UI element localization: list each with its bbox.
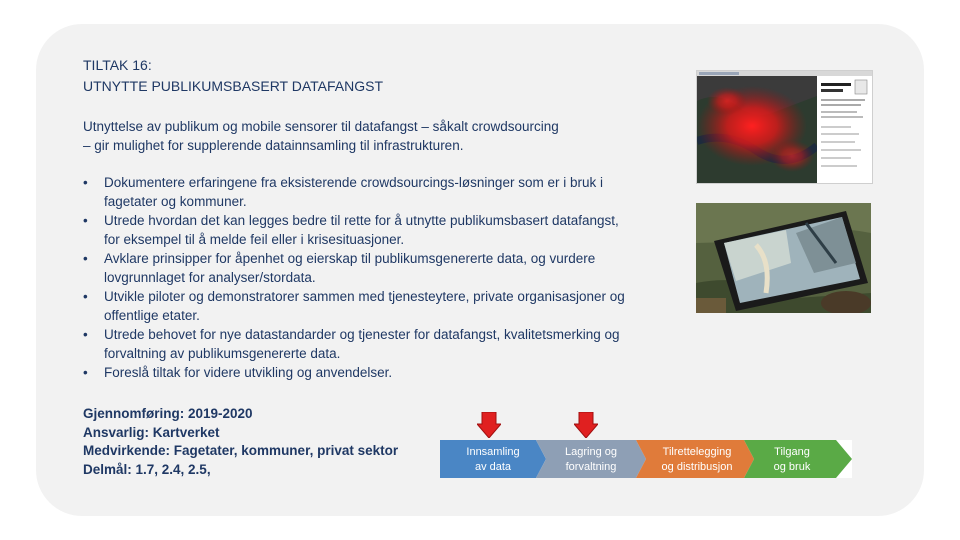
step-tilgang-line2: og bruk xyxy=(773,461,811,473)
intro-line-2: – gir mulighet for supplerende datainnsamling til infrastrukturen. xyxy=(83,138,464,153)
list-item-text: Utrede hvordan det kan legges bedre til rette for å utnytte publikumsbasert datafangst, for eksempel til å melde feil eller i krisesituasjoner. xyxy=(104,213,619,247)
slide-title xyxy=(83,55,383,97)
tablet-photo-image xyxy=(696,203,871,313)
process-step-lagring xyxy=(536,440,646,478)
step-lagring-line1: Lagring og xyxy=(565,446,617,458)
list-item-text: Avklare prinsipper for åpenhet og eierskap til publikumsgenererte data, og vurdere lovgrunnlaget for analyser/stordata. xyxy=(104,251,596,285)
medvirkende-label: Medvirkende: Fagetater, kommuner, privat sektor xyxy=(83,443,399,458)
list-item-text: Dokumentere erfaringene fra eksisterende crowdsourcings-løsninger som er i bruk i fagetater og kommuner. xyxy=(104,175,603,209)
step-innsamling-line2: av data xyxy=(474,461,512,473)
map-screenshot-image xyxy=(696,70,873,184)
ansvarlig-label: Ansvarlig: Kartverket xyxy=(83,424,220,440)
map-heat-icon xyxy=(697,71,872,183)
bullet-icon: • xyxy=(83,213,88,228)
marker-arrow-innsamling-icon xyxy=(477,412,501,438)
title-line-2: UTNYTTE PUBLIKUMSBASERT DATAFANGST xyxy=(83,78,384,94)
process-step-tilgang xyxy=(744,440,852,478)
step-tilgang-line1: Tilgang xyxy=(774,446,810,458)
step-tilrettelegging-line2: og distribusjon xyxy=(661,461,733,473)
list-item-text: Utvikle piloter og demonstratorer sammen med tjenesteytere, private organisasjoner og offentlige etater. xyxy=(104,289,625,323)
process-step-innsamling xyxy=(440,440,546,478)
list-item-text: Utrede behovet for nye datastandarder og tjenester for datafangst, kvalitetsmerking og forvaltning av publikumsgenererte data. xyxy=(104,327,620,361)
list-item xyxy=(83,249,628,287)
step-lagring-line2: forvaltning xyxy=(565,461,617,473)
process-step-tilrettelegging xyxy=(636,440,754,478)
intro-paragraph xyxy=(83,117,623,155)
list-item xyxy=(83,325,628,363)
delmal-label: Delmål: 1.7, 2.4, 2.5, xyxy=(83,461,211,477)
list-item xyxy=(83,173,628,211)
list-item xyxy=(83,363,628,382)
process-chain xyxy=(440,440,852,478)
title-line-1: TILTAK 16: xyxy=(83,57,152,73)
action-list xyxy=(83,173,628,382)
gjennomforing-label: Gjennomføring: 2019-2020 xyxy=(83,406,253,421)
bullet-icon: • xyxy=(83,365,88,380)
step-tilrettelegging-line1: Tilrettelegging xyxy=(662,446,732,458)
intro-line-1: Utnyttelse av publikum og mobile sensorer til datafangst – såkalt crowdsourcing xyxy=(83,119,559,134)
bullet-icon: • xyxy=(83,289,88,304)
bullet-icon: • xyxy=(83,327,88,342)
step-innsamling-line1: Innsamling xyxy=(466,446,520,458)
bullet-icon: • xyxy=(83,175,88,190)
marker-arrow-lagring-icon xyxy=(574,412,598,438)
list-item xyxy=(83,211,628,249)
list-item-text: Foreslå tiltak for videre utvikling og anvendelser. xyxy=(104,365,393,380)
tablet-icon xyxy=(696,203,871,313)
project-info xyxy=(83,405,398,479)
list-item xyxy=(83,287,628,325)
bullet-icon: • xyxy=(83,251,88,266)
